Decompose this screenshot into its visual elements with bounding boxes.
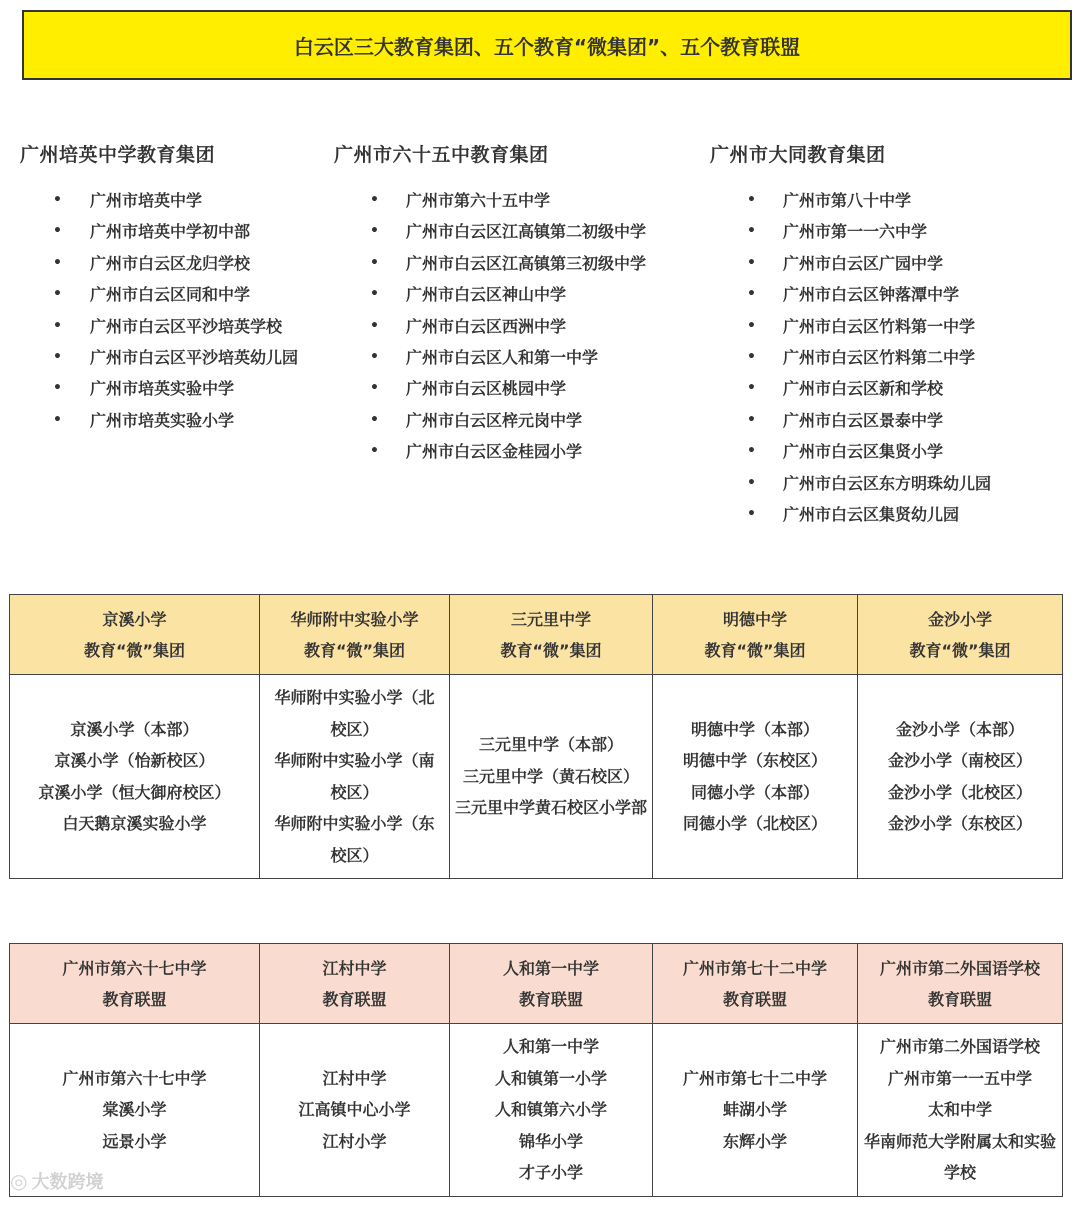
- school-name: 广州市白云区人和第一中学: [406, 347, 599, 367]
- school-name: 广州市白云区龙归学校: [90, 253, 251, 273]
- cell-school-line: 东辉小学: [722, 1131, 787, 1151]
- cell-school-line: 华师附中实验小学（东: [274, 814, 435, 833]
- school-name: 广州市白云区江高镇第二初级中学: [406, 222, 647, 242]
- cell-school-line: 三元里中学（本部）: [478, 735, 623, 755]
- school-list-item: [20, 185, 298, 216]
- school-name: 广州市白云区神山中学: [406, 285, 567, 305]
- school-name: 广州市白云区集贤小学: [783, 442, 944, 462]
- micro-group-head-cell: [653, 595, 858, 675]
- school-list-item: [710, 216, 991, 247]
- micro-group-body-cell: [653, 675, 858, 879]
- school-list-item: [334, 373, 646, 404]
- alliance-body-row: [10, 1024, 1063, 1197]
- school-list-item: [710, 279, 991, 310]
- cell-heading-line: 三元里中学: [510, 609, 591, 629]
- bullet-icon: •: [370, 223, 379, 240]
- school-list-item: [20, 248, 298, 279]
- alliance-head-cell: [10, 944, 260, 1024]
- micro-group-body-row: [10, 675, 1063, 879]
- school-name: 广州市第六十五中学: [406, 191, 551, 210]
- cell-school-line: 人和镇第六小学: [494, 1100, 607, 1120]
- micro-group-body-cell: [260, 675, 450, 879]
- bullet-icon: •: [370, 192, 379, 208]
- school-name: 广州市白云区同和中学: [90, 285, 251, 305]
- group-school-list: [334, 185, 646, 468]
- cell-school-line: 华南师范大学附属太和实验: [863, 1131, 1056, 1151]
- alliance-body-cell: [858, 1024, 1063, 1197]
- alliance-header-row: [10, 944, 1063, 1024]
- cell-school-line: 校区）: [330, 782, 379, 802]
- micro-group-body-cell: [10, 675, 260, 879]
- bullet-icon: •: [370, 443, 379, 460]
- cell-heading-line: 教育“微”集团: [500, 640, 602, 660]
- school-name: 广州市白云区西洲中学: [406, 316, 567, 336]
- bullet-icon: •: [53, 380, 62, 397]
- alliance-body-cell: [653, 1024, 858, 1197]
- cell-school-line: 太和中学: [927, 1100, 992, 1120]
- school-list-item: [334, 185, 646, 216]
- cell-school-line: 人和镇第一小学: [494, 1068, 607, 1088]
- school-list-item: [20, 373, 298, 404]
- cell-heading-line: 教育联盟: [927, 989, 992, 1009]
- cell-heading-line: 教育“微”集团: [83, 640, 186, 660]
- school-name: 广州市白云区金桂园小学: [406, 442, 583, 462]
- school-name: 广州市培英中学: [90, 191, 203, 210]
- school-name: 广州市白云区江高镇第三初级中学: [406, 253, 647, 273]
- cell-school-line: 华师附中实验小学（北: [274, 688, 435, 707]
- school-list-item: [710, 373, 991, 404]
- cell-school-line: 棠溪小学: [102, 1100, 167, 1120]
- bullet-icon: •: [747, 254, 756, 271]
- alliance-table: [9, 943, 1063, 1197]
- alliance-head-cell: [260, 944, 450, 1024]
- school-list-item: [20, 342, 298, 373]
- school-list-item: [20, 311, 298, 342]
- school-list-item: [20, 405, 298, 436]
- cell-heading-line: 金沙小学: [927, 609, 992, 629]
- alliance-head-cell: [450, 944, 653, 1024]
- school-name: 广州市白云区桃园中学: [406, 379, 567, 399]
- school-list-item: [710, 468, 991, 499]
- cell-school-line: 蚌湖小学: [722, 1100, 787, 1120]
- bullet-icon: •: [747, 286, 756, 303]
- micro-group-table: [9, 594, 1063, 879]
- school-list-item: [710, 499, 991, 530]
- cell-heading-line: 明德中学: [722, 609, 787, 629]
- cell-school-line: 同德小学（北校区）: [682, 814, 827, 833]
- school-list-item: [710, 405, 991, 436]
- bullet-icon: •: [747, 505, 756, 522]
- bullet-icon: •: [747, 380, 756, 397]
- cell-school-line: 京溪小学（怡新校区）: [54, 751, 215, 770]
- bullet-icon: •: [747, 223, 756, 240]
- cell-school-line: 学校: [943, 1163, 976, 1183]
- cell-school-line: 校区）: [330, 719, 379, 739]
- group-title: 广州市大同教育集团: [710, 144, 886, 166]
- cell-heading-line: 教育“微”集团: [909, 640, 1011, 660]
- group-title: 广州培英中学教育集团: [20, 144, 216, 166]
- bullet-icon: •: [370, 317, 379, 334]
- bullet-icon: •: [53, 317, 62, 334]
- school-list-item: [710, 311, 991, 342]
- cell-school-line: 白天鹅京溪实验小学: [62, 814, 207, 833]
- weibo-icon: ◎: [10, 1169, 28, 1193]
- cell-school-line: 江高镇中心小学: [298, 1100, 411, 1120]
- cell-school-line: 广州市第六十七中学: [62, 1068, 207, 1088]
- cell-school-line: 广州市第七十二中学: [682, 1068, 827, 1088]
- bullet-icon: •: [53, 411, 62, 428]
- education-group-peiying: [20, 140, 298, 436]
- cell-school-line: 三元里中学（黄石校区）: [462, 766, 639, 786]
- page-title: 白云区三大教育集团、五个教育“微集团”、五个教育联盟: [293, 34, 801, 59]
- bullet-icon: •: [53, 192, 62, 208]
- group-title: 广州市六十五中教育集团: [334, 144, 549, 166]
- bullet-icon: •: [747, 411, 756, 428]
- micro-group-head-cell: [260, 595, 450, 675]
- page-title-banner: [22, 10, 1072, 80]
- school-list-item: [334, 405, 646, 436]
- bullet-icon: •: [370, 286, 379, 303]
- school-list-item: [710, 436, 991, 467]
- school-name: 广州市白云区梓元岗中学: [406, 410, 583, 430]
- bullet-icon: •: [747, 348, 756, 365]
- cell-school-line: 锦华小学: [518, 1131, 583, 1151]
- cell-heading-line: 教育联盟: [518, 989, 583, 1009]
- alliance-head-cell: [858, 944, 1063, 1024]
- cell-school-line: 京溪小学（恒大御府校区）: [38, 782, 231, 802]
- school-list-item: [334, 342, 646, 373]
- alliance-head-cell: [653, 944, 858, 1024]
- cell-school-line: 金沙小学（东校区）: [887, 814, 1032, 833]
- group-school-list: [710, 185, 991, 530]
- school-name: 广州市白云区竹料第一中学: [783, 316, 976, 336]
- cell-school-line: 远景小学: [102, 1131, 167, 1151]
- cell-school-line: 金沙小学（北校区）: [887, 782, 1032, 802]
- school-list-item: [334, 436, 646, 467]
- cell-heading-line: 教育联盟: [322, 989, 387, 1009]
- cell-heading-line: 教育联盟: [722, 989, 787, 1009]
- school-name: 广州市白云区平沙培英学校: [90, 316, 283, 336]
- school-name: 广州市白云区景泰中学: [783, 410, 944, 430]
- school-name: 广州市培英实验小学: [90, 410, 235, 430]
- alliance-body-cell: [450, 1024, 653, 1197]
- micro-group-header-row: [10, 595, 1063, 675]
- school-list-item: [334, 248, 646, 279]
- cell-school-line: 明德中学（东校区）: [682, 751, 827, 770]
- bullet-icon: •: [747, 443, 756, 460]
- cell-school-line: 金沙小学（南校区）: [887, 751, 1032, 770]
- cell-school-line: 才子小学: [518, 1163, 583, 1183]
- cell-school-line: 同德小学（本部）: [690, 782, 819, 802]
- cell-school-line: 江村中学: [322, 1068, 387, 1088]
- micro-group-body-cell: [858, 675, 1063, 879]
- school-name: 广州市培英实验中学: [90, 379, 235, 399]
- bullet-icon: •: [370, 380, 379, 397]
- cell-school-line: 金沙小学（本部）: [895, 719, 1024, 739]
- cell-heading-line: 教育联盟: [102, 989, 167, 1009]
- cell-heading-line: 京溪小学: [102, 609, 167, 629]
- education-group-65th: [334, 140, 646, 468]
- bullet-icon: •: [747, 317, 756, 334]
- school-name: 广州市第八十中学: [783, 191, 912, 210]
- school-name: 广州市培英中学初中部: [90, 222, 251, 242]
- micro-group-head-cell: [450, 595, 653, 675]
- school-name: 广州市白云区新和学校: [783, 379, 944, 399]
- school-name: 广州市白云区平沙培英幼儿园: [90, 347, 299, 367]
- school-name: 广州市白云区钟落潭中学: [783, 285, 960, 305]
- cell-heading-line: 广州市第二外国语学校: [879, 958, 1040, 978]
- bullet-icon: •: [53, 254, 62, 271]
- cell-heading-line: 华师附中实验小学: [290, 609, 419, 629]
- bullet-icon: •: [53, 348, 62, 365]
- alliance-body-cell: [260, 1024, 450, 1197]
- cell-school-line: 广州市第二外国语学校: [879, 1037, 1040, 1057]
- micro-group-head-cell: [858, 595, 1063, 675]
- cell-school-line: 明德中学（本部）: [690, 719, 819, 739]
- education-group-datong: [710, 140, 991, 530]
- cell-heading-line: 广州市第六十七中学: [62, 958, 207, 978]
- cell-school-line: 广州市第一一五中学: [887, 1068, 1032, 1088]
- bullet-icon: •: [370, 348, 379, 365]
- school-list-item: [20, 216, 298, 247]
- watermark-text: 大数跨境: [31, 1172, 104, 1193]
- school-name: 广州市第一一六中学: [783, 222, 928, 242]
- bullet-icon: •: [53, 286, 62, 303]
- bullet-icon: •: [53, 223, 62, 240]
- school-list-item: [334, 311, 646, 342]
- cell-school-line: 校区）: [330, 845, 379, 865]
- school-name: 广州市白云区东方明珠幼儿园: [783, 473, 992, 493]
- cell-heading-line: 人和第一中学: [502, 958, 599, 978]
- bullet-icon: •: [370, 254, 379, 271]
- school-list-item: [20, 279, 298, 310]
- school-list-item: [334, 216, 646, 247]
- school-name: 广州市白云区竹料第二中学: [783, 347, 976, 367]
- bullet-icon: •: [747, 474, 756, 491]
- school-list-item: [710, 185, 991, 216]
- cell-heading-line: 江村中学: [322, 958, 387, 978]
- watermark: [10, 1168, 103, 1194]
- micro-group-body-cell: [450, 675, 653, 879]
- cell-heading-line: 教育“微”集团: [704, 640, 806, 660]
- bullet-icon: •: [747, 192, 756, 208]
- cell-school-line: 三元里中学黄石校区小学部: [454, 798, 647, 818]
- school-list-item: [334, 279, 646, 310]
- school-name: 广州市白云区广园中学: [783, 253, 944, 273]
- cell-school-line: 江村小学: [322, 1131, 387, 1151]
- cell-school-line: 人和第一中学: [502, 1037, 599, 1057]
- school-list-item: [710, 248, 991, 279]
- cell-school-line: 京溪小学（本部）: [70, 719, 199, 739]
- cell-school-line: 华师附中实验小学（南: [274, 751, 435, 770]
- bullet-icon: •: [370, 411, 379, 428]
- school-list-item: [710, 342, 991, 373]
- school-name: 广州市白云区集贤幼儿园: [783, 504, 960, 524]
- micro-group-head-cell: [10, 595, 260, 675]
- group-school-list: [20, 185, 298, 436]
- cell-heading-line: 广州市第七十二中学: [682, 958, 827, 978]
- cell-heading-line: 教育“微”集团: [303, 640, 406, 660]
